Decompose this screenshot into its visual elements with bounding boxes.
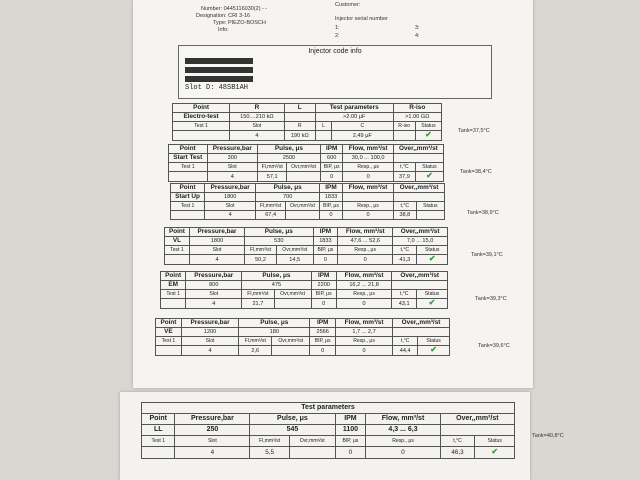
val-fl: 50,2 xyxy=(245,255,277,265)
ipm-value: 1100 xyxy=(335,425,366,436)
col-flow: Flow, mm³/st xyxy=(338,228,393,237)
val-ovr: 14,5 xyxy=(276,255,313,265)
val-resp: 0 xyxy=(336,346,393,356)
l-range xyxy=(284,113,315,122)
over-range: 7,0 ... 15,0 xyxy=(393,237,448,246)
pulse-value: 530 xyxy=(245,237,313,246)
sub-temp: t,°C xyxy=(394,202,417,211)
col-over: Over,,mm³/st xyxy=(393,145,443,154)
sub-temp: t,°C xyxy=(393,337,418,346)
col-pulse: Pulse, μs xyxy=(239,319,310,328)
serial-slot-2: 2: xyxy=(335,33,340,39)
info-label: Info: xyxy=(218,27,229,33)
sub-temp: t,°C xyxy=(393,163,415,172)
sub-l: L xyxy=(315,122,331,131)
flow-range: 16,2 ... 21,8 xyxy=(336,281,392,290)
ipm-value: 1833 xyxy=(313,237,338,246)
col-pulse: Pulse, μs xyxy=(258,145,321,154)
ipm-value: 2566 xyxy=(310,328,336,337)
pressure-value: 800 xyxy=(186,281,242,290)
col-point: Point xyxy=(142,414,175,425)
col-riso: R-iso xyxy=(393,104,441,113)
sub-fl: Fl,mm³/st xyxy=(250,436,290,447)
val-bip: 0 xyxy=(335,447,366,459)
col-flow: Flow, mm³/st xyxy=(343,145,393,154)
sub-bip: BIP, μs xyxy=(335,436,366,447)
section-vl xyxy=(164,227,448,265)
test-label: Test 1 xyxy=(156,337,182,346)
val-bip: 0 xyxy=(320,172,343,182)
col-ipm: IPM xyxy=(335,414,366,425)
sub-status: Status xyxy=(418,337,450,346)
sub-fl: Fl,mm³/st xyxy=(256,202,286,211)
val-slot: 4 xyxy=(205,211,256,220)
type-value: PIEZO-BOSCH xyxy=(227,20,266,26)
col-over: Over,,mm³/st xyxy=(394,184,445,193)
sub-bip: BIP, μs xyxy=(311,290,336,299)
col-pulse: Pulse, μs xyxy=(242,272,311,281)
test-label: Test 1 xyxy=(171,202,205,211)
sub-ovr: Ovr,mm³/st xyxy=(289,436,335,447)
val-fl: 57,1 xyxy=(258,172,287,182)
blank-cell xyxy=(173,131,230,141)
tank-temp-em: Tank=39,3°C xyxy=(475,296,507,302)
sub-ovr: Ovr,mm³/st xyxy=(285,202,319,211)
ipm-value: 2200 xyxy=(311,281,336,290)
sub-status: Status xyxy=(475,436,515,447)
flow-range: 47,6 ... 52,6 xyxy=(338,237,393,246)
pulse-value: 700 xyxy=(256,193,320,202)
val-fl: 67,4 xyxy=(256,211,286,220)
flow-range: 1,7 ... 2,7 xyxy=(336,328,393,337)
point-name: Start Test xyxy=(169,154,208,163)
sub-fl: Fl,mm³/st xyxy=(258,163,287,172)
status-check xyxy=(418,346,450,356)
val-slot: 4 xyxy=(207,172,258,182)
sub-slot: Slot xyxy=(189,246,244,255)
blank-cell xyxy=(171,211,205,220)
val-fl: 5,5 xyxy=(250,447,290,459)
col-over: Over,,mm³/st xyxy=(392,272,448,281)
status-check xyxy=(475,447,515,459)
sub-resp: Resp., μs xyxy=(366,436,440,447)
sub-bip: BIP, μs xyxy=(313,246,338,255)
col-flow: Flow, mm³/st xyxy=(336,319,393,328)
val-temp: 37,9 xyxy=(393,172,415,182)
test-label: Test 1 xyxy=(173,122,230,131)
flow-range: 4,3 ... 6,3 xyxy=(366,425,440,436)
sub-resp: Resp., μs xyxy=(343,163,393,172)
sub-resp: Resp., μs xyxy=(336,290,392,299)
val-resp: 0 xyxy=(343,172,393,182)
col-pressure: Pressure,bar xyxy=(186,272,242,281)
pulse-value: 545 xyxy=(250,425,335,436)
col-point: Point xyxy=(156,319,182,328)
sub-slot: Slot xyxy=(205,202,256,211)
col-point: Point xyxy=(161,272,186,281)
blank-cell xyxy=(161,299,186,309)
sub-ovr: Ovr,mm³/st xyxy=(287,163,321,172)
sub-resp: Resp., μs xyxy=(336,337,393,346)
val-c: 2,49 μF xyxy=(332,131,393,141)
val-fl: 2,6 xyxy=(239,346,272,356)
point-name: VE xyxy=(156,328,182,337)
test-label: Test 1 xyxy=(165,246,190,255)
col-r: R xyxy=(230,104,285,113)
pressure-value: 1800 xyxy=(189,237,244,246)
pressure-value: 300 xyxy=(207,154,258,163)
check-icon: ✔ xyxy=(428,254,436,263)
pressure-value: 1200 xyxy=(181,328,238,337)
serial-slot-4: 4: xyxy=(415,33,420,39)
sub-status: Status xyxy=(417,246,448,255)
col-point: Point xyxy=(171,184,205,193)
number-label: Number: xyxy=(201,6,223,12)
check-icon: ✔ xyxy=(430,345,437,354)
sub-status: Status xyxy=(415,122,441,131)
point-name: LL xyxy=(142,425,175,436)
col-pulse: Pulse, μs xyxy=(256,184,320,193)
ll-test-parameters-title: Test parameters xyxy=(142,403,515,414)
slot-d-code: Slot D: 48SB1AH xyxy=(185,84,249,92)
designation-value: CRI 3-16 xyxy=(228,13,251,19)
redacted-line-a xyxy=(185,58,253,64)
val-bip: 0 xyxy=(311,299,336,309)
sub-status: Status xyxy=(416,202,444,211)
val-ovr xyxy=(289,447,335,459)
sub-ovr: Ovr,mm³/st xyxy=(272,337,310,346)
sub-slot: Slot xyxy=(207,163,258,172)
val-bip: 0 xyxy=(310,346,336,356)
r-range: 150....210 kΩ xyxy=(230,113,285,122)
sub-fl: Fl,mm³/st xyxy=(242,290,274,299)
sub-slot: Slot xyxy=(186,290,242,299)
col-point: Point xyxy=(169,145,208,154)
pulse-value: 2500 xyxy=(258,154,321,163)
designation-label: Designation: xyxy=(196,13,227,19)
section-ve xyxy=(155,318,450,356)
val-slot: 4 xyxy=(230,131,285,141)
sub-slot: Slot xyxy=(175,436,250,447)
info-row xyxy=(218,27,229,33)
val-resp: 0 xyxy=(342,211,393,220)
col-pressure: Pressure,bar xyxy=(181,319,238,328)
sub-slot: Slot xyxy=(181,337,238,346)
sub-slot: Slot xyxy=(230,122,285,131)
section-start-up xyxy=(170,183,445,220)
val-resp: 0 xyxy=(338,255,393,265)
blank-cell xyxy=(165,255,190,265)
blank-cell xyxy=(142,447,175,459)
col-ipm: IPM xyxy=(313,228,338,237)
col-over: Over,,mm³/st xyxy=(393,319,450,328)
over-range xyxy=(393,154,443,163)
test-label: Test 1 xyxy=(161,290,186,299)
val-r: 190 kΩ xyxy=(284,131,315,141)
col-over: Over,,mm³/st xyxy=(393,228,448,237)
val-slot: 4 xyxy=(189,255,244,265)
sub-resp: Resp., μs xyxy=(342,202,393,211)
tank-temp-ll: Tank=40,8°C xyxy=(532,433,564,439)
val-ovr xyxy=(272,346,310,356)
sub-fl: Fl,mm³/st xyxy=(245,246,277,255)
col-pulse: Pulse, μs xyxy=(250,414,335,425)
sub-fl: Fl,mm³/st xyxy=(239,337,272,346)
test-label: Test 1 xyxy=(169,163,208,172)
sub-status: Status xyxy=(416,163,444,172)
pulse-value: 475 xyxy=(242,281,311,290)
val-fl: 21,7 xyxy=(242,299,274,309)
section-ll xyxy=(141,402,515,459)
col-point: Point xyxy=(165,228,190,237)
ipm-value: 600 xyxy=(320,154,343,163)
val-ovr xyxy=(285,211,319,220)
status-check xyxy=(417,299,448,309)
sub-status: Status xyxy=(417,290,448,299)
type-label: Type: xyxy=(213,20,227,26)
check-icon: ✔ xyxy=(425,130,432,139)
tank-temp-ve: Tank=39,6°C xyxy=(478,343,510,349)
val-temp: 43,1 xyxy=(392,299,417,309)
section-start-test xyxy=(168,144,444,182)
col-pressure: Pressure,bar xyxy=(189,228,244,237)
sub-riso: R-iso xyxy=(393,122,415,131)
tank-temp-start-up: Tank=38,9°C xyxy=(467,210,499,216)
blank-cell xyxy=(156,346,182,356)
val-resp: 0 xyxy=(366,447,440,459)
col-flow: Flow, mm³/st xyxy=(366,414,440,425)
flow-range xyxy=(342,193,393,202)
section-electro-test xyxy=(172,103,442,141)
sub-temp: t,°C xyxy=(393,246,417,255)
val-temp: 46,3 xyxy=(440,447,475,459)
code-info-title: Injector code info xyxy=(308,48,362,55)
point-name: Electro-test xyxy=(173,113,230,122)
val-slot: 4 xyxy=(186,299,242,309)
section-em xyxy=(160,271,448,309)
val-slot: 4 xyxy=(175,447,250,459)
val-bip: 0 xyxy=(319,211,342,220)
status-check xyxy=(416,172,444,182)
tank-temp-vl: Tank=39,1°C xyxy=(471,252,503,258)
pressure-value: 250 xyxy=(175,425,250,436)
over-range xyxy=(393,328,450,337)
ipm-value: 1833 xyxy=(319,193,342,202)
col-ipm: IPM xyxy=(311,272,336,281)
sub-c: C xyxy=(332,122,393,131)
tank-temp-electro: Tank=37,5°C xyxy=(458,128,490,134)
col-pressure: Pressure,bar xyxy=(207,145,258,154)
val-temp: 38,8 xyxy=(394,211,417,220)
customer-label: Customer: xyxy=(335,2,361,8)
sub-bip: BIP, μs xyxy=(319,202,342,211)
serial-label: Injector serial number xyxy=(335,16,388,22)
col-test-parameters: Test parameters xyxy=(315,104,393,113)
col-ipm: IPM xyxy=(319,184,342,193)
over-range xyxy=(394,193,445,202)
check-icon: ✔ xyxy=(491,447,499,456)
point-name: EM xyxy=(161,281,186,290)
col-flow: Flow, mm³/st xyxy=(336,272,392,281)
sub-ovr: Ovr,mm³/st xyxy=(274,290,311,299)
flow-range: 30,0 ... 100,0 xyxy=(343,154,393,163)
riso-range: >1.00 GΩ xyxy=(393,113,441,122)
col-pressure: Pressure,bar xyxy=(205,184,256,193)
pulse-value: 180 xyxy=(239,328,310,337)
serial-slot-1: 1: xyxy=(335,25,340,31)
injector-code-info xyxy=(178,45,492,99)
col-pressure: Pressure,bar xyxy=(175,414,250,425)
val-ovr xyxy=(287,172,321,182)
designation-row xyxy=(196,13,250,19)
status-check xyxy=(415,131,441,141)
sub-temp: t,°C xyxy=(392,290,417,299)
check-icon: ✔ xyxy=(426,171,433,180)
over-range xyxy=(392,281,448,290)
val-temp: 41,3 xyxy=(393,255,417,265)
col-point: Point xyxy=(173,104,230,113)
number-value: 0445116030(2) - - xyxy=(223,6,268,12)
sub-bip: BIP, μs xyxy=(320,163,343,172)
col-ipm: IPM xyxy=(320,145,343,154)
col-over: Over,,mm³/st xyxy=(440,414,514,425)
sub-ovr: Ovr,mm³/st xyxy=(276,246,313,255)
check-icon: ✔ xyxy=(428,298,436,307)
redacted-line-b xyxy=(185,67,253,73)
status-empty xyxy=(416,211,444,220)
c-range: >2.00 μF xyxy=(315,113,393,122)
val-temp: 44,4 xyxy=(393,346,418,356)
type-row xyxy=(213,20,266,26)
col-ipm: IPM xyxy=(310,319,336,328)
val-ovr xyxy=(274,299,311,309)
number-row xyxy=(201,6,267,12)
val-riso xyxy=(393,131,415,141)
tank-temp-start-test: Tank=38,4°C xyxy=(460,169,492,175)
pressure-value: 1800 xyxy=(205,193,256,202)
val-resp: 0 xyxy=(336,299,392,309)
col-flow: Flow, mm³/st xyxy=(342,184,393,193)
val-bip: 0 xyxy=(313,255,338,265)
sub-resp: Resp., μs xyxy=(338,246,393,255)
sub-bip: BIP, μs xyxy=(310,337,336,346)
status-check xyxy=(417,255,448,265)
sub-r: R xyxy=(284,122,315,131)
point-name: VL xyxy=(165,237,190,246)
redacted-line-c xyxy=(185,76,253,82)
test-label: Test 1 xyxy=(142,436,175,447)
blank-cell xyxy=(169,172,208,182)
val-l xyxy=(315,131,331,141)
val-slot: 4 xyxy=(181,346,238,356)
col-l: L xyxy=(284,104,315,113)
point-name: Start Up xyxy=(171,193,205,202)
serial-slot-3: 3: xyxy=(415,25,420,31)
sub-temp: t,°C xyxy=(440,436,475,447)
col-pulse: Pulse, μs xyxy=(245,228,313,237)
over-range xyxy=(440,425,514,436)
